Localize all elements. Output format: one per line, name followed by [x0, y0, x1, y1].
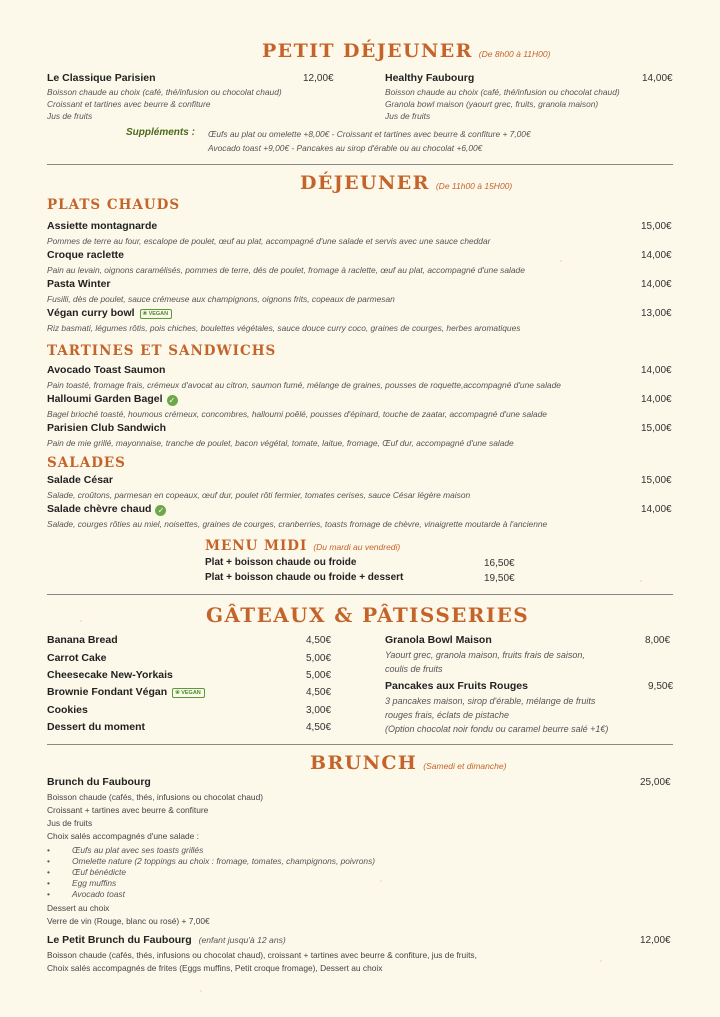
- pastry-price: 8,00€: [645, 635, 671, 646]
- sandwich-desc: Pain toasté, fromage frais, crémeux d'avocat au citron, saumon fumé, mélange de graines, pousses de roquette,accompagné d'une salade: [47, 380, 561, 390]
- salad-desc: Salade, croûtons, parmesan en copeaux, œuf dur, poulet rôti fermier, tomates cerises, sauce César légère maison: [47, 490, 471, 500]
- pastry-name: Pancakes aux Fruits Rouges: [385, 680, 528, 692]
- pastry-price: 4,50€: [306, 722, 332, 733]
- kids-brunch-row: [47, 934, 286, 946]
- leaf-icon: ❀: [142, 311, 148, 317]
- salad-name: Salade César: [47, 474, 113, 486]
- pastry-price: 3,00€: [306, 705, 332, 716]
- dish-desc: Pain au levain, oignons caramélisés, pommes de terre, dés de poulet, fromage à raclette, œuf au plat, accompagné d'une salade: [47, 265, 525, 275]
- pastries-title: GÂTEAUX & PÂTISSERIES: [206, 603, 530, 627]
- menu-midi-days: (Du mardi au vendredi): [313, 542, 401, 552]
- list-item: • Egg muffins: [47, 878, 117, 888]
- pastry-name: Carrot Cake: [47, 652, 107, 664]
- breakfast-item-line: Boisson chaude au choix (café, thé/infusion ou chocolat chaud): [47, 87, 282, 97]
- pastry-desc: Yaourt grec, granola maison, fruits frais de saison,: [385, 650, 585, 660]
- brunch-days: (Samedi et dimanche): [423, 761, 507, 771]
- brunch-line: Verre de vin (Rouge, blanc ou rosé) + 7,00€: [47, 916, 210, 926]
- pastry-price: 4,50€: [306, 687, 332, 698]
- menu-midi-title: MENU MIDI: [205, 538, 308, 554]
- brunch-price: 25,00€: [640, 777, 671, 788]
- dish-name: Assiette montagnarde: [47, 220, 158, 232]
- brunch-name: Brunch du Faubourg: [47, 776, 151, 788]
- menu-midi-option: Plat + boisson chaude ou froide: [205, 557, 357, 568]
- vegan-badge: [172, 688, 205, 698]
- brunch-title: BRUNCH: [310, 752, 418, 774]
- breakfast-item-price: 12,00€: [303, 73, 334, 84]
- check-circle-icon: ✓: [167, 395, 178, 406]
- dish-name: Végan curry bowl: [47, 307, 135, 319]
- dish-price: 15,00€: [641, 221, 672, 232]
- list-item: • Œufs au plat avec ses toasts grillés: [47, 845, 204, 855]
- pastry-name: Brownie Fondant Végan: [47, 686, 168, 698]
- menu-midi-price: 16,50€: [484, 558, 515, 569]
- brunch-line: Boisson chaude (cafés, thés, infusions ou chocolat chaud): [47, 792, 264, 802]
- sandwich-price: 15,00€: [641, 423, 672, 434]
- list-item: • Avocado toast: [47, 889, 125, 899]
- sandwich-desc: Pain de mie grillé, mayonnaise, tranche de poulet, bacon végétal, tomate, laitue, fromage, Œuf dur, accompagné d'une salade: [47, 438, 514, 448]
- brunch-heading: [310, 752, 506, 774]
- dish-price: 14,00€: [641, 250, 672, 261]
- pastry-desc: rouges frais, éclats de pistache: [385, 710, 510, 720]
- kids-brunch-line: Boisson chaude (cafés, thés, infusions ou chocolat chaud), croissant + tartines avec beurre & confiture, jus de fruits,: [47, 950, 477, 960]
- kids-brunch-price: 12,00€: [640, 935, 671, 946]
- pastry-desc: (Option chocolat noir fondu ou caramel beurre salé +1€): [385, 724, 609, 734]
- sandwiches-title: TARTINES ET SANDWICHS: [47, 343, 277, 359]
- dish-price: 14,00€: [641, 279, 672, 290]
- pastries-heading: [206, 603, 529, 627]
- pastry-name: Cookies: [47, 704, 88, 716]
- kids-brunch-name: Le Petit Brunch du Faubourg: [47, 934, 192, 946]
- dish-desc: Riz basmati, légumes rôtis, pois chiches, boulettes végétales, sauce douce curry coco, graines de courges, herbes aromatiques: [47, 323, 521, 333]
- breakfast-item-line: Jus de fruits: [47, 111, 93, 121]
- supplements-line: Avocado toast +9,00€ - Pancakes au sirop d'érable ou au chocolat +6,00€: [208, 143, 483, 153]
- breakfast-item-line: Jus de fruits: [385, 111, 431, 121]
- sandwich-name-row: [47, 393, 178, 406]
- supplements-line: Œufs au plat ou omelette +8,00€ - Croissant et tartines avec beurre & confiture + 7,00€: [208, 129, 531, 139]
- divider: [47, 744, 673, 745]
- dish-price: 13,00€: [641, 308, 672, 319]
- kids-brunch-line: Choix salés accompagnés de frites (Eggs muffins, Petit croque fromage), Dessert au choix: [47, 963, 383, 973]
- brunch-line: Croissant + tartines avec beurre & confiture: [47, 805, 209, 815]
- lunch-hours: (De 11h00 à 15H00): [435, 181, 513, 191]
- list-item: • Omelette nature (2 toppings au choix : fromage, tomates, champignons, poivrons): [47, 856, 376, 866]
- hot-dishes-title: PLATS CHAUDS: [47, 197, 181, 213]
- menu-midi-option: Plat + boisson chaude ou froide + dessert: [205, 572, 404, 583]
- kids-brunch-note: (enfant jusqu'à 12 ans): [198, 935, 286, 945]
- sandwich-name: Avocado Toast Saumon: [47, 364, 166, 376]
- pastry-name: Banana Bread: [47, 634, 118, 646]
- brunch-choices-list: [47, 845, 375, 900]
- pastry-price: 4,50€: [306, 635, 332, 646]
- pastry-name: Cheesecake New-Yorkais: [47, 669, 173, 681]
- lunch-title: DÉJEUNER: [300, 172, 430, 194]
- brunch-line: Dessert au choix: [47, 903, 110, 913]
- sandwich-desc: Bagel brioché toasté, houmous crémeux, concombres, halloumi poêlé, pousses d'épinard, touche de zaatar, accompagné d'une salade: [47, 409, 547, 419]
- salad-name: Salade chèvre chaud: [47, 503, 152, 515]
- dish-desc: Fusilli, dès de poulet, sauce crémeuse aux champignons, oignons frits, copeaux de parmesan: [47, 294, 395, 304]
- lunch-heading: [300, 172, 512, 194]
- vegan-badge-label: VEGAN: [181, 690, 201, 696]
- pastry-name-row: [47, 686, 205, 698]
- vegan-badge-label: VEGAN: [148, 311, 169, 317]
- sandwich-price: 14,00€: [641, 365, 672, 376]
- leaf-icon: ❀: [175, 690, 181, 696]
- dish-name: Pasta Winter: [47, 278, 111, 290]
- pastry-price: 5,00€: [306, 670, 332, 681]
- menu-midi-price: 19,50€: [484, 573, 515, 584]
- pastry-desc: coulis de fruits: [385, 664, 443, 674]
- breakfast-item-name: Le Classique Parisien: [47, 72, 156, 84]
- sandwich-price: 14,00€: [641, 394, 672, 405]
- salad-desc: Salade, courges rôties au miel, noisettes, graines de courges, cranberries, toasts fromage de chèvre, vinaigrette moutarde à l'ancienne: [47, 519, 548, 529]
- pastry-name: Dessert du moment: [47, 721, 146, 733]
- breakfast-item-price: 14,00€: [642, 73, 673, 84]
- dish-name: Croque raclette: [47, 249, 125, 261]
- check-circle-icon: ✓: [155, 505, 166, 516]
- breakfast-item-line: Boisson chaude au choix (café, thé/infusion ou chocolat chaud): [385, 87, 620, 97]
- salad-name-row: [47, 503, 166, 516]
- brunch-line: Choix salés accompagnés d'une salade :: [47, 831, 199, 841]
- divider: [47, 164, 673, 165]
- pastry-desc: 3 pancakes maison, sirop d'érable, mélange de fruits: [385, 696, 596, 706]
- salads-title: SALADES: [47, 455, 126, 471]
- breakfast-item-name: Healthy Faubourg: [385, 72, 475, 84]
- list-item: • Œuf bénédicte: [47, 867, 127, 877]
- pastry-name: Granola Bowl Maison: [385, 634, 492, 646]
- breakfast-item-line: Croissant et tartines avec beurre & confiture: [47, 99, 211, 109]
- pastry-price: 5,00€: [306, 653, 332, 664]
- salad-price: 14,00€: [641, 504, 672, 515]
- vegan-badge: [140, 309, 173, 319]
- brunch-line: Jus de fruits: [47, 818, 93, 828]
- breakfast-heading: [262, 40, 550, 62]
- breakfast-item-line: Granola bowl maison (yaourt grec, fruits, granola maison): [385, 99, 599, 109]
- dish-name-row: [47, 307, 172, 319]
- salad-price: 15,00€: [641, 475, 672, 486]
- divider: [47, 594, 673, 595]
- sandwich-name: Halloumi Garden Bagel: [47, 393, 163, 405]
- pastry-price: 9,50€: [648, 681, 674, 692]
- dish-desc: Pommes de terre au four, escalope de poulet, œuf au plat, accompagné d'une salade et servis avec une sauce cheddar: [47, 236, 491, 246]
- sandwich-name: Parisien Club Sandwich: [47, 422, 167, 434]
- breakfast-hours: (De 8h00 à 11H00): [478, 49, 551, 59]
- breakfast-title: PETIT DÉJEUNER: [262, 40, 473, 62]
- supplements-label: Suppléments :: [126, 127, 195, 138]
- menu-midi-heading: [205, 537, 400, 555]
